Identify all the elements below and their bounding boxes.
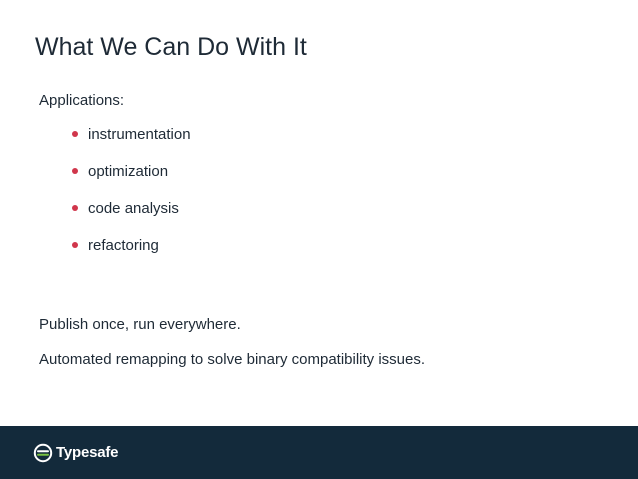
remapping-statement: Automated remapping to solve binary compatibility issues.	[39, 351, 426, 368]
publish-statement: Publish once, run everywhere.	[39, 316, 241, 333]
footer-bar	[0, 426, 638, 479]
logo-text: Typesafe	[56, 444, 119, 461]
bullet-icon	[72, 168, 78, 174]
applications-list	[72, 125, 191, 273]
list-item	[72, 125, 191, 145]
bullet-icon	[72, 242, 78, 248]
list-item-label: instrumentation	[88, 126, 191, 143]
bullet-icon	[72, 205, 78, 211]
slide-title: What We Can Do With It	[35, 33, 307, 61]
typesafe-logo-icon	[33, 443, 53, 463]
bullet-icon	[72, 131, 78, 137]
list-item	[72, 236, 191, 256]
list-item-label: optimization	[88, 163, 169, 180]
list-item	[72, 162, 191, 182]
typesafe-logo	[33, 442, 118, 464]
list-item	[72, 199, 191, 219]
list-item-label: code analysis	[88, 200, 179, 217]
applications-heading: Applications:	[39, 92, 125, 109]
list-item-label: refactoring	[88, 237, 159, 254]
